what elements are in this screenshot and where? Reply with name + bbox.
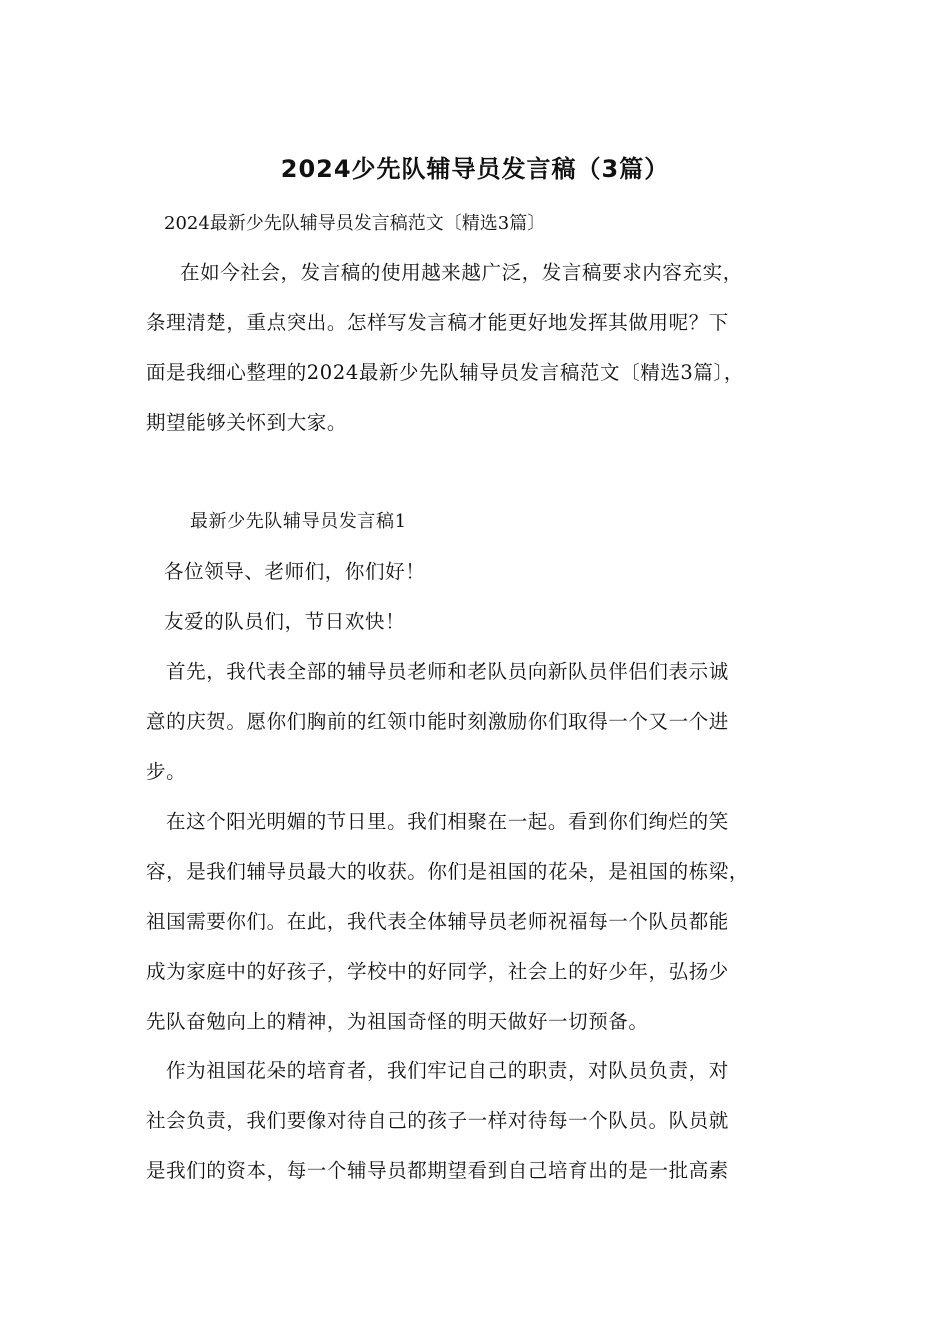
paragraph-line: 容，是我们辅导员最大的收获。你们是祖国的花朵，是祖国的栋梁，: [146, 860, 750, 883]
paragraph-line: 作为祖国花朵的培育者，我们牢记自己的职责，对队员负责，对: [166, 1059, 729, 1082]
intro-line: 在如今社会，发言稿的使用越来越广泛，发言稿要求内容充实，: [180, 261, 743, 284]
paragraph-line: 是我们的资本，每一个辅导员都期望看到自己培育出的是一批高素: [146, 1159, 729, 1182]
paragraph-line: 意的庆贺。愿你们胸前的红领巾能时刻激励你们取得一个又一个进: [146, 710, 729, 733]
greeting-line: 友爱的队员们，节日欢快！: [164, 610, 406, 633]
document-subtitle: 2024最新少先队辅导员发言稿范文〔精选3篇〕: [164, 213, 546, 234]
paragraph-line: 首先，我代表全部的辅导员老师和老队员向新队员伴侣们表示诚: [166, 660, 729, 683]
paragraph-line: 先队奋勉向上的精神，为祖国奇怪的明天做好一切预备。: [146, 1010, 649, 1033]
intro-line: 条理清楚，重点突出。怎样写发言稿才能更好地发挥其做用呢？下: [146, 311, 729, 334]
document-title: 2024少先队辅导员发言稿（3篇）: [280, 155, 670, 183]
intro-line: 期望能够关怀到大家。: [146, 411, 348, 434]
greeting-line: 各位领导、老师们，你们好！: [164, 560, 426, 583]
paragraph-line: 成为家庭中的好孩子，学校中的好同学，社会上的好少年，弘扬少: [146, 960, 729, 983]
paragraph-line: 祖国需要你们。在此，我代表全体辅导员老师祝福每一个队员都能: [146, 910, 729, 933]
intro-line: 面是我细心整理的2024最新少先队辅导员发言稿范文〔精选3篇〕，: [146, 361, 744, 384]
section-heading: 最新少先队辅导员发言稿1: [190, 511, 407, 532]
paragraph-line: 步。: [146, 760, 187, 783]
paragraph-line: 社会负责，我们要像对待自己的孩子一样对待每一个队员。队员就: [146, 1109, 729, 1132]
paragraph-line: 在这个阳光明媚的节日里。我们相聚在一起。看到你们绚烂的笑: [166, 810, 729, 833]
